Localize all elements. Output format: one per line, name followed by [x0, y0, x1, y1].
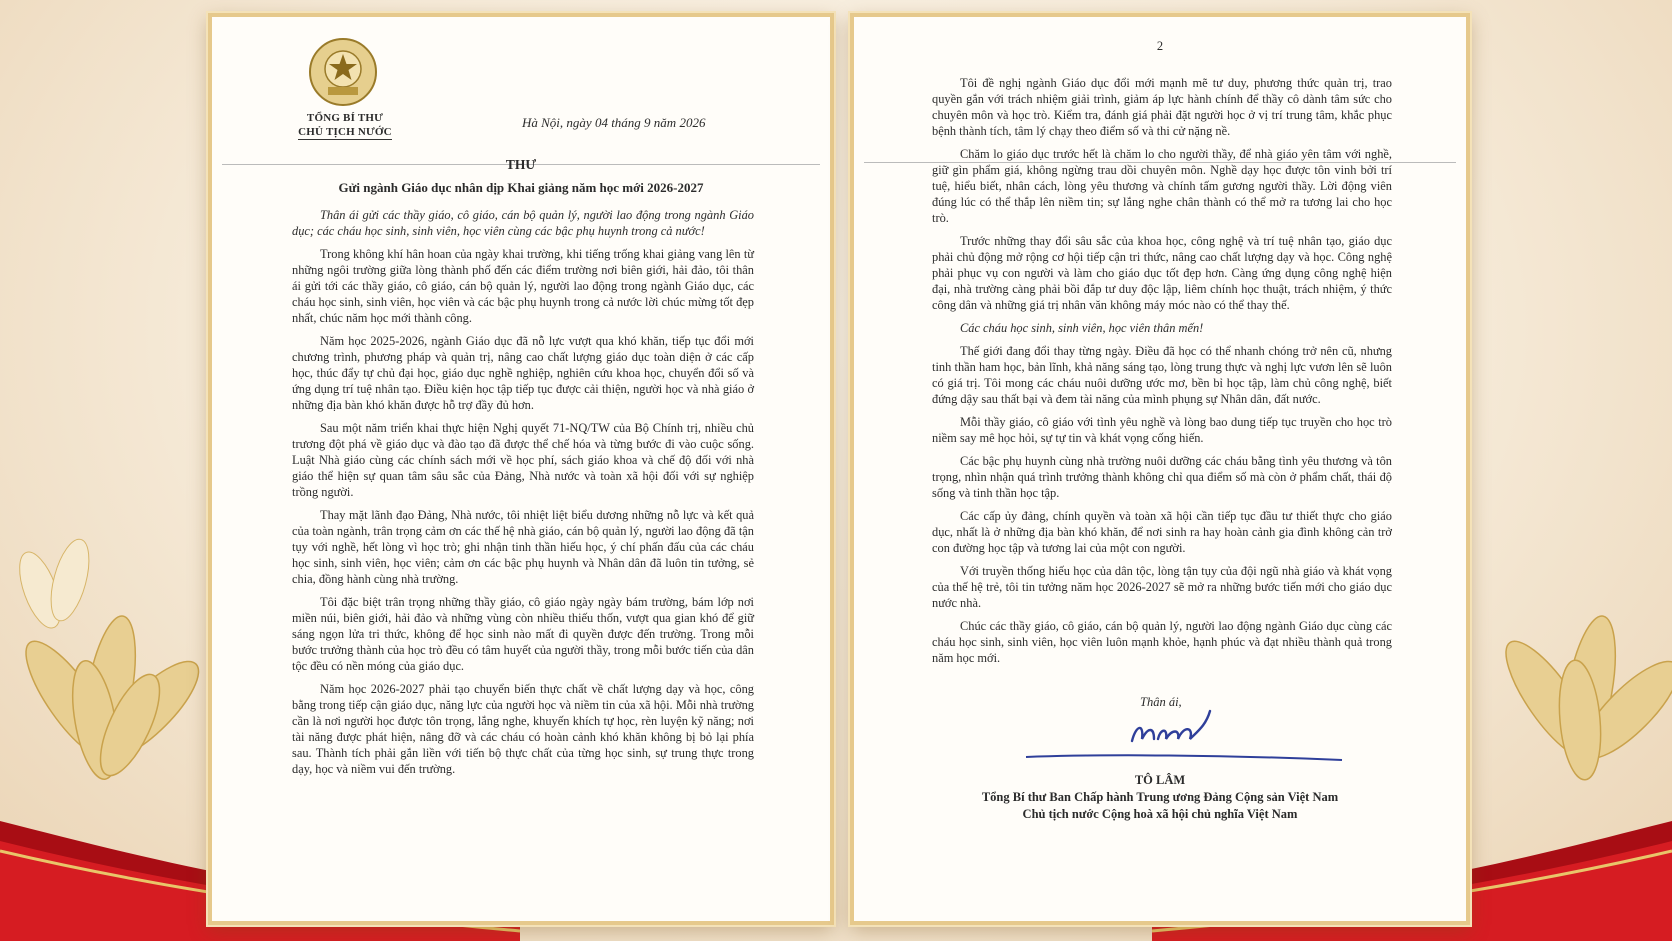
paragraph: Tôi đề nghị ngành Giáo dục đổi mới mạnh mẽ tư duy, phương thức quản trị, trao quyền gắn với trách nhiệm giải trình, giảm áp lực hành chính để thầy cô dành tâm sức cho chuyên môn và học trò. Kiểm tra, đánh giá phải đặt người học ở vị trí trung tâm, khắc phục bệnh thành tích, tâm lý chạy theo điểm số và thi cử nặng nề.: [932, 76, 1392, 138]
lotus-flower-icon: [0, 520, 220, 800]
greeting: Thân ái gửi các thầy giáo, cô giáo, cán bộ quản lý, người lao động trong ngành Giáo dục; các cháu học sinh, sinh viên, học viên cùng các bậc phụ huynh trong cả nước!: [292, 208, 754, 238]
letter-body-page-1: [292, 207, 754, 784]
signer-title-2: Chủ tịch nước Cộng hoà xã hội chủ nghĩa Việt Nam: [1022, 807, 1298, 821]
page-number: 2: [1156, 39, 1164, 53]
paragraph-salutation: Các cháu học sinh, sinh viên, học viên thân mến!: [960, 321, 1204, 335]
office-line-1: TỔNG BÍ THƯ: [306, 112, 384, 124]
signer-block: [934, 772, 1386, 823]
signer-name: TÔ LÂM: [1134, 773, 1186, 787]
letter-title: THƯ: [505, 157, 537, 172]
signature-icon: [1124, 705, 1234, 749]
signer-title-1: Tổng Bí thư Ban Chấp hành Trung ương Đảng Cộng sản Việt Nam: [981, 790, 1339, 804]
letter-subtitle: Gửi ngành Giáo dục nhân dịp Khai giảng năm học mới 2026-2027: [338, 180, 704, 195]
paragraph: Trong không khí hân hoan của ngày khai trường, khi tiếng trống khai giảng vang lên từ những ngôi trường giữa lòng thành phố đến các điểm trường nơi biên giới, hải đảo, tôi thân ái gửi tới các thầy giáo, cô giáo, cán bộ quản lý, người lao động trong ngành Giáo dục, các cháu học sinh, sinh viên, học viên và các bậc phụ huynh trong cả nước lời chúc mừng tốt đẹp nhất, chúc năm học mới thành công.: [292, 247, 754, 325]
paragraph: Thay mặt lãnh đạo Đảng, Nhà nước, tôi nhiệt liệt biểu dương những nỗ lực và kết quả của toàn ngành, trân trọng cảm ơn các thế hệ nhà giáo, cán bộ quản lý, người lao động đã tận tụy với nghề, hết lòng vì học trò; ghi nhận tinh thần hiếu học, ý chí phấn đấu của các cháu học sinh, sinh viên, học viên; cảm ơn các bậc phụ huynh và Nhân dân đã luôn tin tưởng, sẻ chia, đồng hành cùng nhà trường.: [292, 508, 754, 586]
paragraph: Với truyền thống hiếu học của dân tộc, lòng tận tụy của đội ngũ nhà giáo và khát vọng của thế hệ trẻ, tôi tin tưởng năm học 2026-2027 sẽ mở ra những bước tiến mới cho giáo dục nước nhà.: [932, 564, 1392, 610]
paragraph: Năm học 2026-2027 phải tạo chuyển biến thực chất về chất lượng dạy và học, công bằng trong tiếp cận giáo dục, năng lực của người học và niềm tin của xã hội. Mỗi nhà trường cần là nơi người học được tôn trọng, lắng nghe, khuyến khích tự học, rèn luyện kỹ năng; nơi tài năng được phát hiện, nâng đỡ và các cháu có hoàn cảnh khó khăn không bị bỏ lại phía sau. Thành tích phải gắn liền với tiến bộ thực chất của từng học sinh, sự trung thực trong dạy, học và niềm vui đến trường.: [292, 682, 754, 776]
state-emblem-icon: [308, 37, 378, 109]
letter-body-page-2: [932, 75, 1392, 673]
paragraph: Các cấp ủy đảng, chính quyền và toàn xã hội cần tiếp tục đầu tư thiết thực cho giáo dục, nhất là ở những địa bàn khó khăn, để nơi sinh ra hay hoàn cảnh gia đình không cản trở con đường học tập và tương lai của một con người.: [932, 509, 1392, 555]
paragraph: Sau một năm triển khai thực hiện Nghị quyết 71-NQ/TW của Bộ Chính trị, nhiều chủ trương đột phá về giáo dục và đào tạo đã được thể chế hóa và từng bước đi vào cuộc sống. Luật Nhà giáo cùng các chính sách mới về học phí, sách giáo khoa và chế độ đối với nhà giáo thể hiện sự quan tâm sâu sắc của Đảng, Nhà nước và toàn xã hội đối với sự nghiệp trồng người.: [292, 421, 754, 499]
lotus-flower-icon: [1480, 560, 1672, 820]
paragraph: Các bậc phụ huynh cùng nhà trường nuôi dưỡng các cháu bằng tình yêu thương và tôn trọng, nhìn nhận quá trình trưởng thành không chỉ qua điểm số mà còn ở phẩm chất, thái độ sống và tinh thần học tập.: [932, 454, 1392, 500]
paragraph: Thế giới đang đổi thay từng ngày. Điều đã học có thể nhanh chóng trở nên cũ, nhưng tinh thần ham học, bản lĩnh, khả năng sáng tạo, lòng trung thực và nghị lực vươn lên sẽ luôn có giá trị. Tôi mong các cháu nuôi dưỡng ước mơ, bền bỉ học tập, làm chủ công nghệ, biết đứng dậy sau thất bại và đem tài năng của mình phụng sự Nhân dân, đất nước.: [932, 344, 1392, 406]
paragraph: Năm học 2025-2026, ngành Giáo dục đã nỗ lực vượt qua khó khăn, tiếp tục đổi mới chương trình, phương pháp và quản trị, nâng cao chất lượng giáo dục toàn diện ở các cấp học, thúc đẩy tự chủ đại học, giáo dục nghề nghiệp, nghiên cứu khoa học, chuyển đổi số và ứng dụng trí tuệ nhân tạo. Điều kiện học tập tiếp tục được cải thiện, người học và nhà giáo ở những địa bàn khó khăn được hỗ trợ đầy đủ hơn.: [292, 334, 754, 412]
paragraph: Mỗi thầy giáo, cô giáo với tình yêu nghề và lòng bao dung tiếp tục truyền cho học trò niềm say mê học hỏi, sự tự tin và khát vọng cống hiến.: [932, 415, 1392, 445]
office-line-2: CHỦ TỊCH NƯỚC: [298, 126, 392, 138]
letter-page-2: [850, 13, 1470, 925]
letter-page-1: [208, 13, 834, 925]
paragraph: Chúc các thầy giáo, cô giáo, cán bộ quản lý, người lao động ngành Giáo dục cùng các cháu học sinh, sinh viên, học viên luôn mạnh khỏe, hạnh phúc và đạt nhiều thành quả trong năm học mới.: [932, 619, 1392, 665]
dateline: Hà Nội, ngày 04 tháng 9 năm 2026: [522, 115, 706, 130]
signature-underline: [1024, 751, 1344, 763]
paragraph: Trước những thay đổi sâu sắc của khoa học, công nghệ và trí tuệ nhân tạo, giáo dục phải chủ động mở rộng cơ hội tiếp cận tri thức, nâng cao chất lượng dạy và học. Công nghệ phải phục vụ con người và làm cho giáo dục tốt đẹp hơn. Càng ứng dụng công nghệ hiện đại, nhà trường càng phải bồi đắp tư duy độc lập, liêm chính học thuật, trách nhiệm, ý thức công dân và những giá trị nhân văn không máy móc nào có thể thay thế.: [932, 234, 1392, 312]
paragraph: Tôi đặc biệt trân trọng những thầy giáo, cô giáo ngày ngày bám trường, bám lớp nơi miền núi, biên giới, hải đảo và những vùng còn nhiều thiếu thốn, vượt qua gian khó để giữ sáng ngọn lửa tri thức, không để học sinh nào mất đi quyền được đến trường. Trong mỗi bước trưởng thành của học trò đều có tâm huyết của người thầy, trong mỗi bước tiến của dân tộc đều có nền móng của giáo dục.: [292, 595, 754, 673]
paragraph: Chăm lo giáo dục trước hết là chăm lo cho người thầy, để nhà giáo yên tâm với nghề, giữ gìn phẩm giá, không ngừng trau dồi chuyên môn. Nghề dạy học được tôn vinh bởi trí tuệ, hiểu biết, nhân cách, lòng yêu thương và chính tấm gương người thầy. Lời động viên đúng lúc có thể thắp lên niềm tin; sự lắng nghe chân thành có thể mở ra tương lai cho học trò.: [932, 147, 1392, 225]
issuing-office: [282, 111, 408, 139]
closing-phrase: Thân ái,: [1140, 695, 1182, 709]
